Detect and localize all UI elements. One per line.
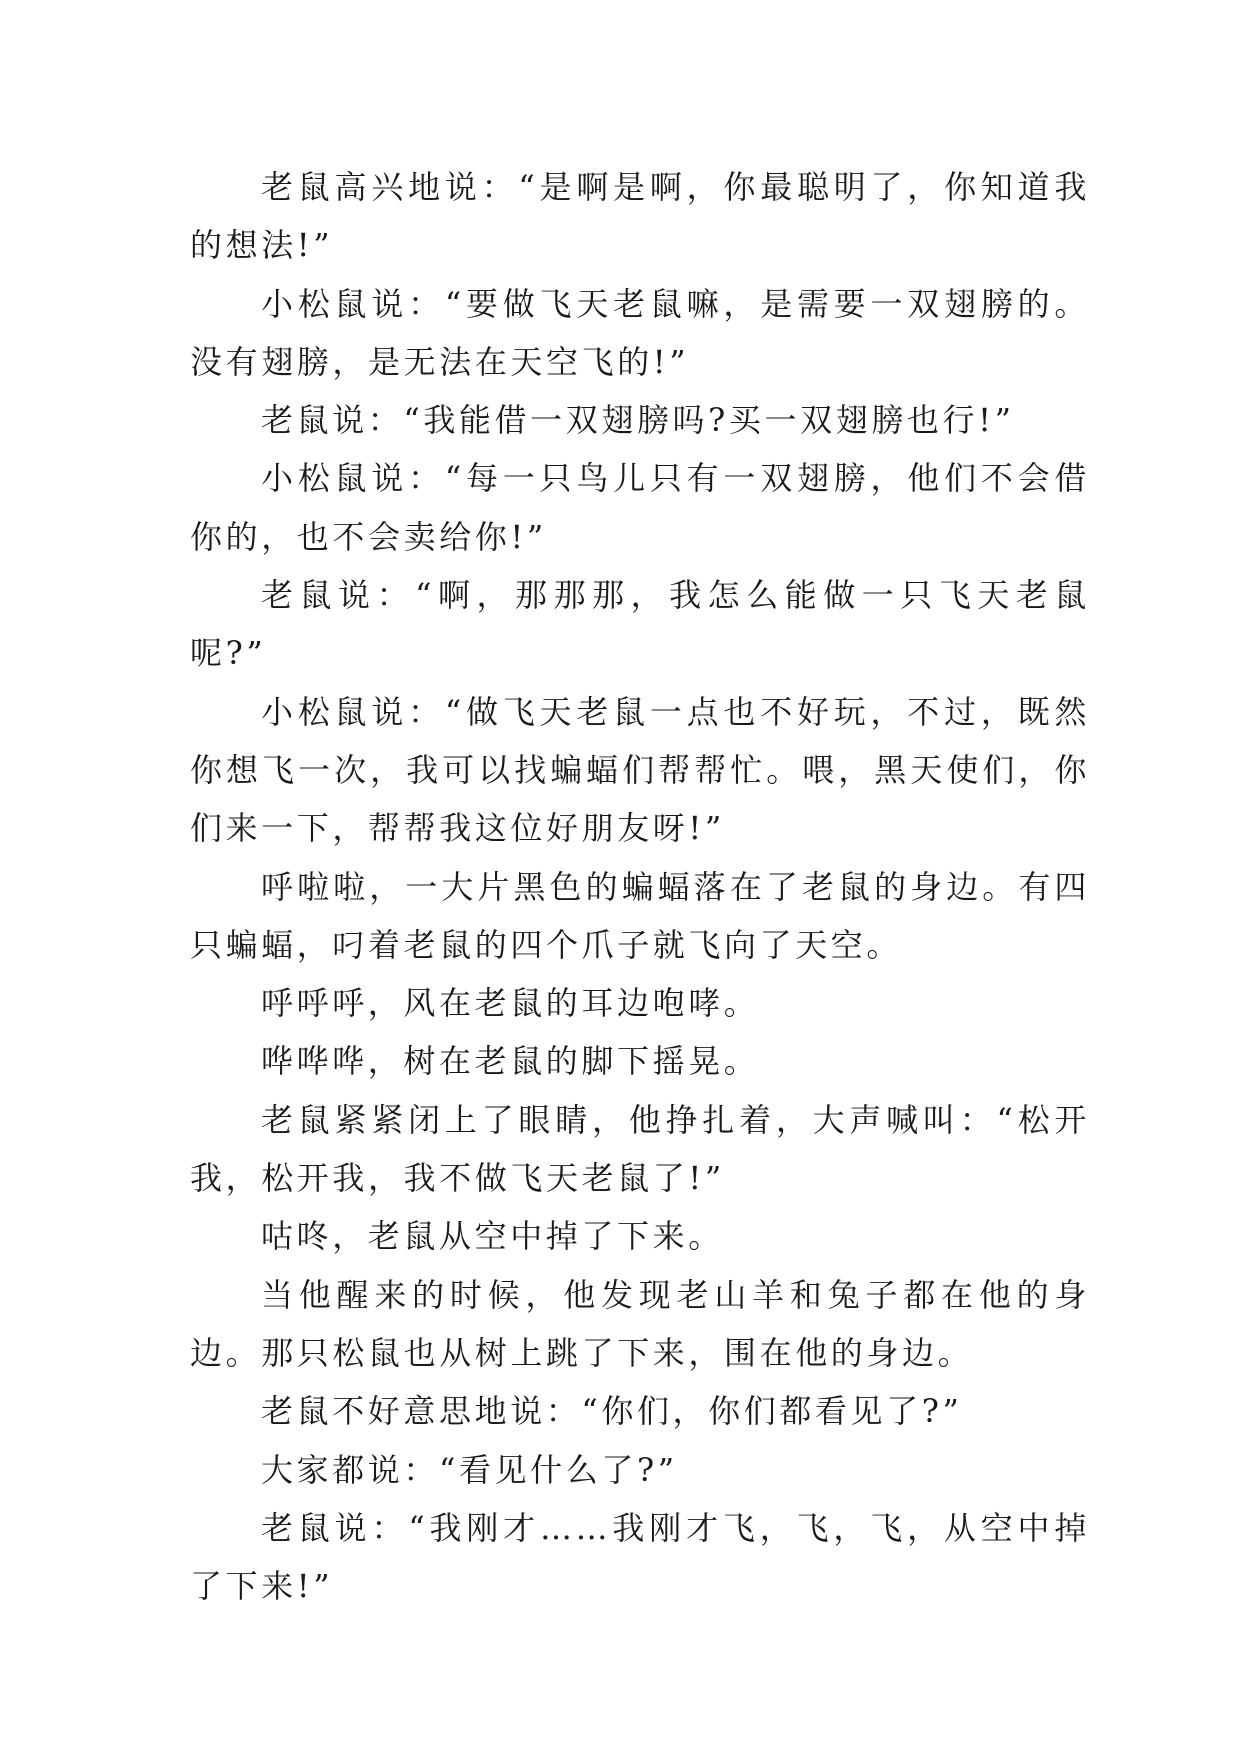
paragraph: 咕咚，老鼠从空中掉了下来。 bbox=[261, 1217, 724, 1256]
paragraph: 小松鼠说：“做飞天老鼠一点也不好玩，不过，既然你想飞一次，我可以找蝙蝠们帮帮忙。喂，黑天使们，你们来一下，帮帮我这位好朋友呀!” bbox=[190, 692, 1090, 848]
paragraph: 老鼠紧紧闭上了眼睛，他挣扎着，大声喊叫：“松开我，松开我，我不做飞天老鼠了!” bbox=[190, 1100, 1090, 1198]
paragraph: 当他醒来的时候，他发现老山羊和兔子都在他的身边。那只松鼠也从树上跳了下来，围在他的身边。 bbox=[190, 1275, 1090, 1372]
paragraph: 哗哗哗，树在老鼠的脚下摇晃。 bbox=[261, 1042, 760, 1081]
paragraph: 小松鼠说：“要做飞天老鼠嘛，是需要一双翅膀的。没有翅膀，是无法在天空飞的!” bbox=[190, 284, 1090, 381]
paragraph: 呼呼呼，风在老鼠的耳边咆哮。 bbox=[261, 984, 760, 1023]
paragraph: 老鼠说：“啊，那那那，我怎么能做一只飞天老鼠呢?” bbox=[190, 576, 1090, 673]
paragraph: 老鼠不好意思地说：“你们，你们都看见了?” bbox=[261, 1392, 963, 1431]
paragraph: 老鼠高兴地说：“是啊是啊，你最聪明了，你知道我的想法!” bbox=[190, 168, 1090, 265]
paragraph: 呼啦啦，一大片黑色的蝙蝠落在了老鼠的身边。有四只蝙蝠，叼着老鼠的四个爪子就飞向了天空。 bbox=[190, 867, 1090, 964]
paragraph: 老鼠说：“我刚才……我刚才飞，飞，飞，从空中掉了下来!” bbox=[190, 1508, 1090, 1606]
paragraph: 小松鼠说：“每一只鸟儿只有一双翅膀，他们不会借你的，也不会卖给你!” bbox=[190, 459, 1090, 556]
paragraph: 老鼠说：“我能借一双翅膀吗?买一双翅膀也行!” bbox=[261, 401, 1015, 440]
paragraph: 大家都说：“看见什么了?” bbox=[261, 1450, 678, 1489]
document-body bbox=[190, 158, 1090, 1615]
